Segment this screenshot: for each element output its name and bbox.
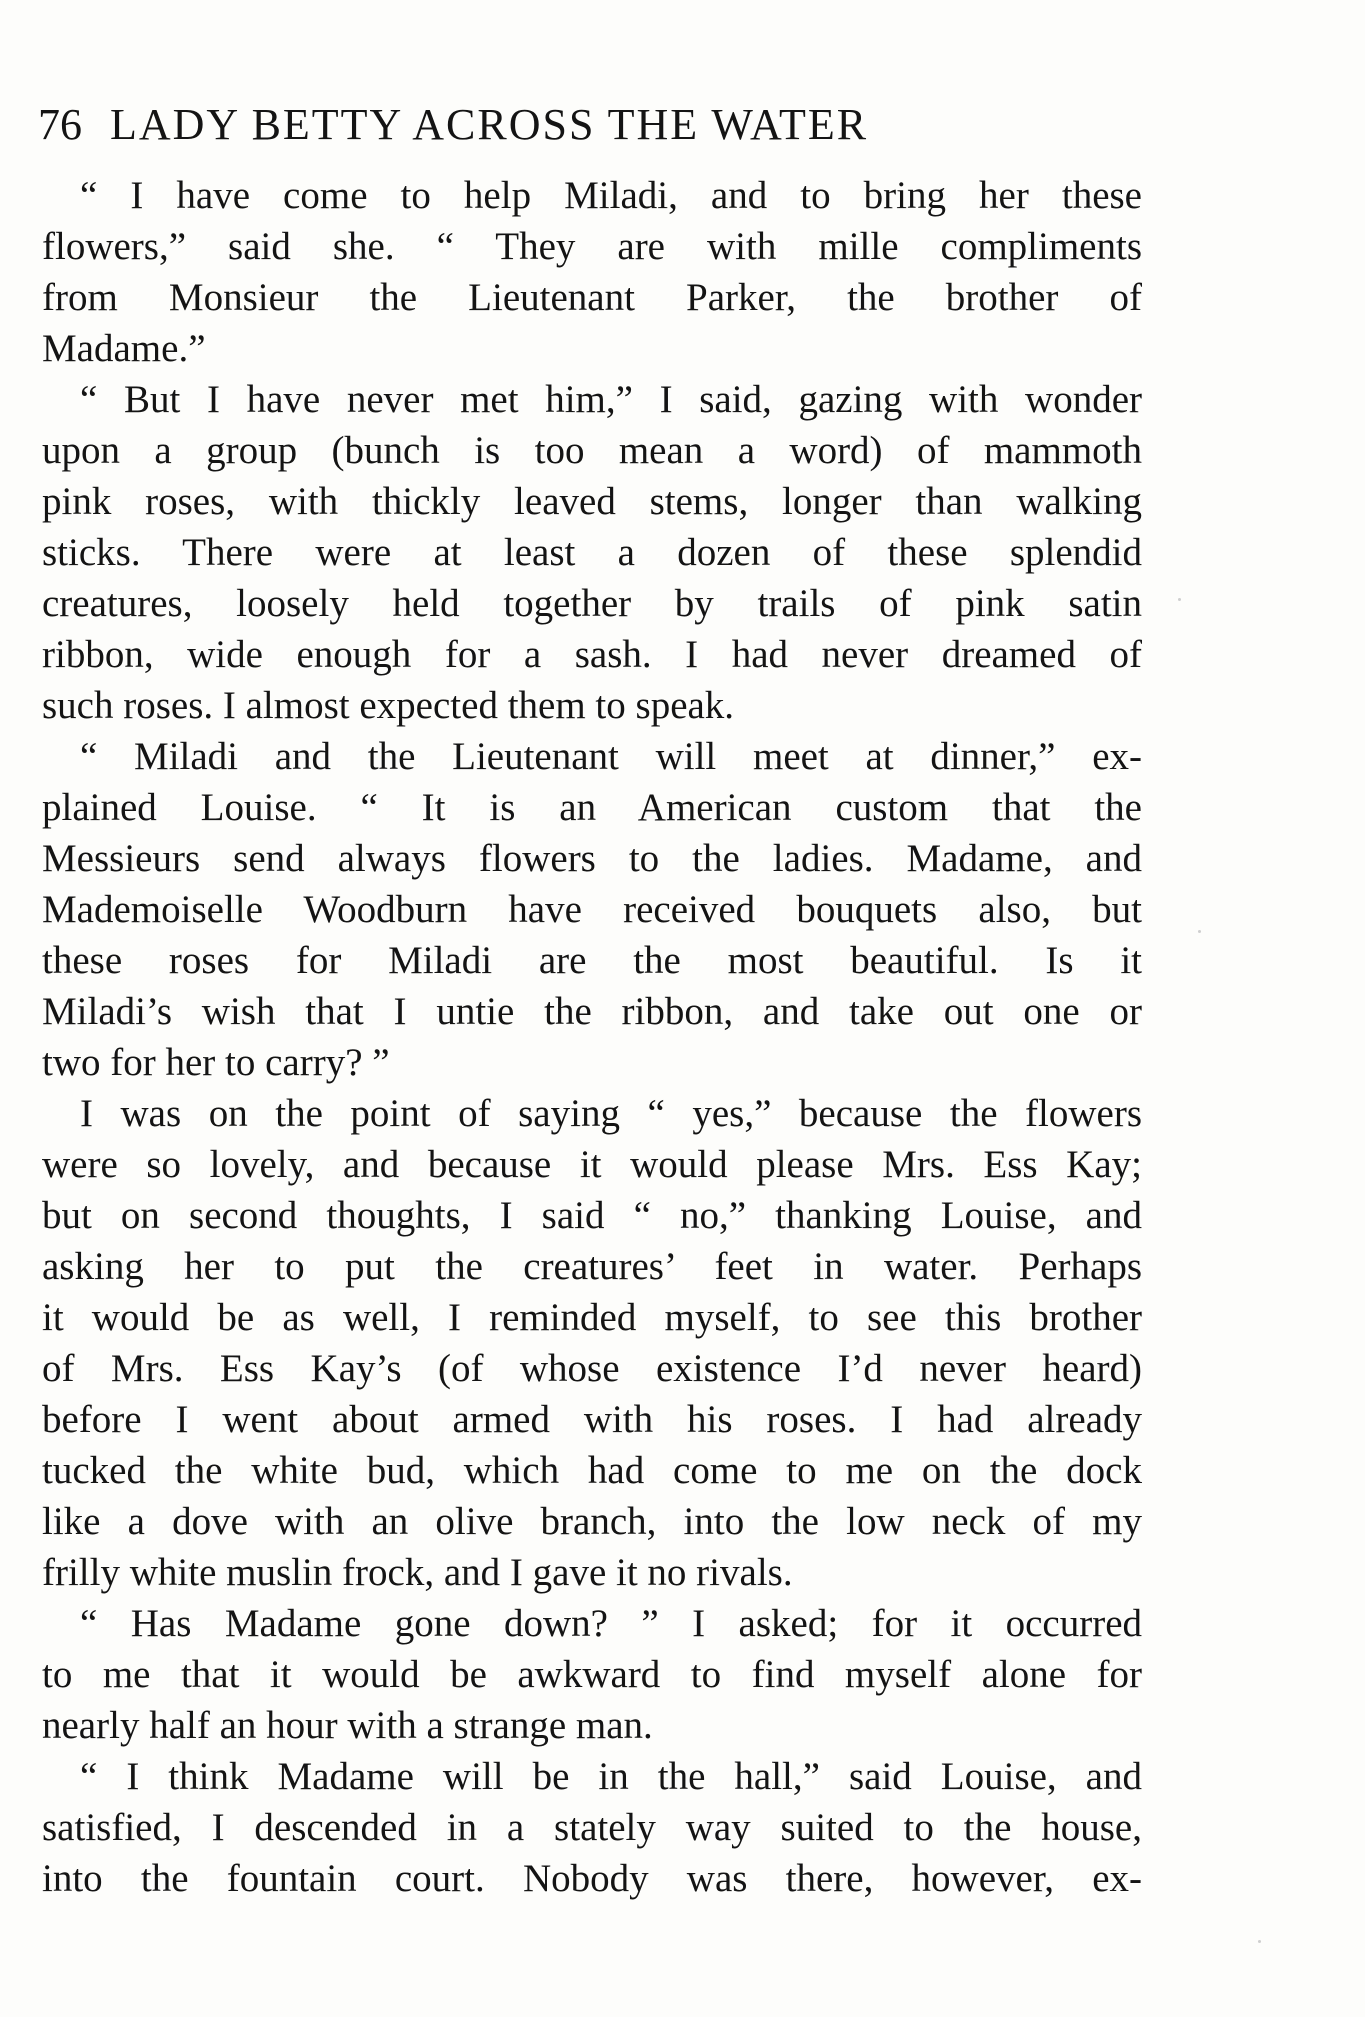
text-line: frilly white muslin frock, and I gave it no rivals. — [42, 1551, 793, 1594]
text-line: pink roses, with thickly leaved stems, longer than walking — [42, 480, 1142, 523]
text-line: “ I think Madame will be in the hall,” said Louise, and — [80, 1755, 1142, 1798]
page-number: 76 — [38, 100, 82, 149]
text-line: Miladi’s wish that I untie the ribbon, and take out one or — [42, 990, 1142, 1033]
text-line: “ I have come to help Miladi, and to bring her these — [80, 174, 1142, 217]
text-line: ribbon, wide enough for a sash. I had never dreamed of — [42, 633, 1142, 676]
scan-speck — [1258, 1940, 1261, 1943]
text-line: plained Louise. “ It is an American custom that the — [42, 786, 1142, 829]
text-line: to me that it would be awkward to find myself alone for — [42, 1653, 1142, 1696]
text-line: before I went about armed with his roses. I had already — [42, 1398, 1142, 1441]
text-line: upon a group (bunch is too mean a word) of mammoth — [42, 429, 1142, 472]
text-line: “ But I have never met him,” I said, gazing with wonder — [80, 378, 1142, 421]
text-line: two for her to carry? ” — [42, 1041, 390, 1084]
text-line: nearly half an hour with a strange man. — [42, 1704, 653, 1747]
text-line: I was on the point of saying “ yes,” because the flowers — [80, 1092, 1142, 1135]
text-line: flowers,” said she. “ They are with mille compliments — [42, 225, 1142, 268]
text-line: creatures, loosely held together by trails of pink satin — [42, 582, 1142, 625]
running-title: LADY BETTY ACROSS THE WATER — [110, 100, 869, 149]
running-head — [38, 100, 1158, 150]
scan-speck — [1198, 930, 1201, 933]
text-line: Madame.” — [42, 327, 206, 370]
text-line: were so lovely, and because it would please Mrs. Ess Kay; — [42, 1143, 1142, 1186]
text-line: “ Miladi and the Lieutenant will meet at dinner,” ex- — [80, 735, 1142, 778]
scan-speck — [1178, 598, 1181, 601]
text-line: tucked the white bud, which had come to me on the dock — [42, 1449, 1142, 1492]
text-line: like a dove with an olive branch, into the low neck of my — [42, 1500, 1142, 1543]
text-line: Messieurs send always flowers to the ladies. Madame, and — [42, 837, 1142, 880]
text-line: but on second thoughts, I said “ no,” thanking Louise, and — [42, 1194, 1142, 1237]
body-text — [42, 170, 1142, 1904]
text-line: such roses. I almost expected them to speak. — [42, 684, 735, 727]
text-line: “ Has Madame gone down? ” I asked; for it occurred — [80, 1602, 1142, 1645]
text-line: sticks. There were at least a dozen of these splendid — [42, 531, 1142, 574]
text-line: Mademoiselle Woodburn have received bouquets also, but — [42, 888, 1142, 931]
text-line: of Mrs. Ess Kay’s (of whose existence I’d never heard) — [42, 1347, 1142, 1390]
text-line: satisfied, I descended in a stately way suited to the house, — [42, 1806, 1142, 1849]
text-line: these roses for Miladi are the most beautiful. Is it — [42, 939, 1142, 982]
text-line: from Monsieur the Lieutenant Parker, the brother of — [42, 276, 1142, 319]
text-line: into the fountain court. Nobody was there, however, ex- — [42, 1857, 1142, 1900]
text-line: asking her to put the creatures’ feet in water. Perhaps — [42, 1245, 1142, 1288]
text-line: it would be as well, I reminded myself, to see this brother — [42, 1296, 1142, 1339]
